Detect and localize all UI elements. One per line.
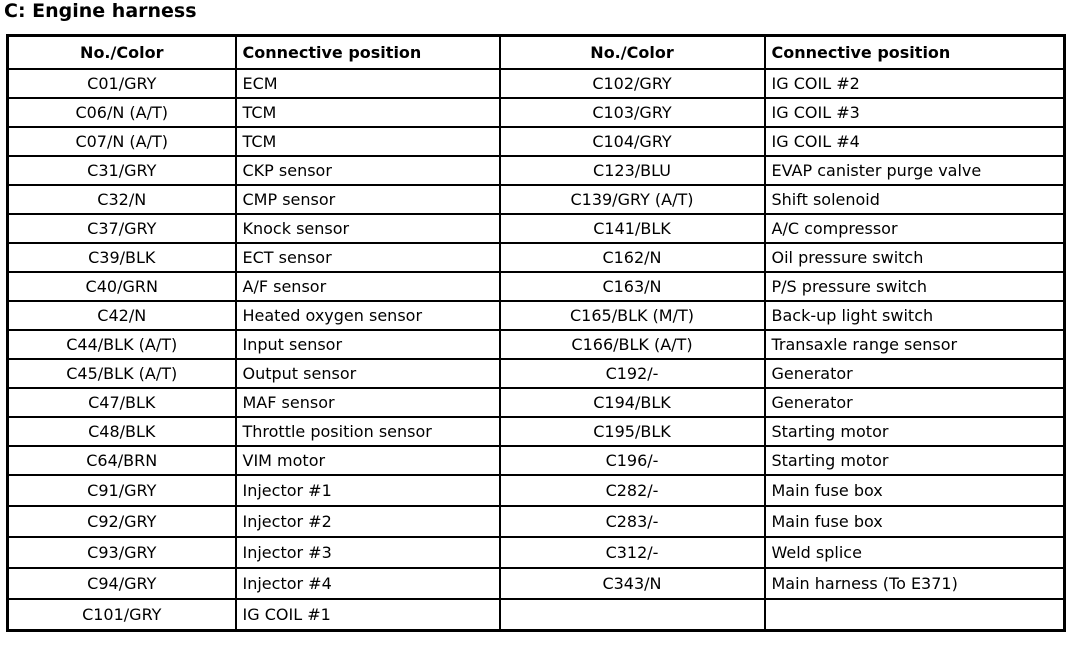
connector-no-color-cell: C103/GRY	[500, 98, 765, 127]
table-row	[8, 127, 1065, 156]
connector-no-color-cell: C123/BLU	[500, 156, 765, 185]
column-header-no-color-right: No./Color	[500, 36, 765, 70]
connector-no-color-cell: C101/GRY	[8, 599, 236, 631]
connector-no-color-cell: C312/-	[500, 537, 765, 568]
connector-no-color-cell: C283/-	[500, 506, 765, 537]
table-row	[8, 301, 1065, 330]
connector-no-color-cell: C06/N (A/T)	[8, 98, 236, 127]
connective-position-cell: P/S pressure switch	[765, 272, 1065, 301]
table-row	[8, 359, 1065, 388]
table-row	[8, 69, 1065, 98]
connector-no-color-cell: C162/N	[500, 243, 765, 272]
connective-position-cell: ECT sensor	[236, 243, 500, 272]
connector-no-color-cell: C163/N	[500, 272, 765, 301]
table-body	[8, 69, 1065, 631]
connector-no-color-cell: C104/GRY	[500, 127, 765, 156]
connective-position-cell: IG COIL #2	[765, 69, 1065, 98]
connective-position-cell: Knock sensor	[236, 214, 500, 243]
connector-no-color-cell: C45/BLK (A/T)	[8, 359, 236, 388]
connector-no-color-cell: C40/GRN	[8, 272, 236, 301]
connector-no-color-cell: C07/N (A/T)	[8, 127, 236, 156]
table-row	[8, 417, 1065, 446]
table-row	[8, 156, 1065, 185]
connector-no-color-cell: C93/GRY	[8, 537, 236, 568]
connective-position-cell: Starting motor	[765, 417, 1065, 446]
connector-no-color-cell: C47/BLK	[8, 388, 236, 417]
connective-position-cell: Main harness (To E371)	[765, 568, 1065, 599]
connective-position-cell: Main fuse box	[765, 506, 1065, 537]
connective-position-cell: Generator	[765, 388, 1065, 417]
table-row	[8, 243, 1065, 272]
connective-position-cell: MAF sensor	[236, 388, 500, 417]
column-header-position-left: Connective position	[236, 36, 500, 70]
connector-no-color-cell: C195/BLK	[500, 417, 765, 446]
connective-position-cell: Injector #2	[236, 506, 500, 537]
connective-position-cell: Oil pressure switch	[765, 243, 1065, 272]
table-row	[8, 568, 1065, 599]
connective-position-cell: Back-up light switch	[765, 301, 1065, 330]
connector-no-color-cell: C165/BLK (M/T)	[500, 301, 765, 330]
table-row	[8, 272, 1065, 301]
connector-no-color-cell: C192/-	[500, 359, 765, 388]
table-row	[8, 214, 1065, 243]
table-row	[8, 330, 1065, 359]
connective-position-cell: Input sensor	[236, 330, 500, 359]
connective-position-cell: Injector #3	[236, 537, 500, 568]
table-row	[8, 475, 1065, 506]
table-row	[8, 185, 1065, 214]
connector-no-color-cell: C194/BLK	[500, 388, 765, 417]
page-title: C: Engine harness	[4, 0, 197, 22]
connective-position-cell: Shift solenoid	[765, 185, 1065, 214]
connective-position-cell: Injector #1	[236, 475, 500, 506]
connector-no-color-cell: C42/N	[8, 301, 236, 330]
connector-no-color-cell: C01/GRY	[8, 69, 236, 98]
connective-position-cell: Weld splice	[765, 537, 1065, 568]
connective-position-cell: TCM	[236, 127, 500, 156]
connector-no-color-cell: C343/N	[500, 568, 765, 599]
connective-position-cell	[765, 599, 1065, 631]
connective-position-cell: A/C compressor	[765, 214, 1065, 243]
connector-no-color-cell: C94/GRY	[8, 568, 236, 599]
connector-no-color-cell: C39/BLK	[8, 243, 236, 272]
connective-position-cell: IG COIL #1	[236, 599, 500, 631]
connective-position-cell: Generator	[765, 359, 1065, 388]
connector-no-color-cell: C139/GRY (A/T)	[500, 185, 765, 214]
connector-no-color-cell: C141/BLK	[500, 214, 765, 243]
table-row	[8, 506, 1065, 537]
connective-position-cell: CKP sensor	[236, 156, 500, 185]
table-header-row	[8, 36, 1065, 70]
connective-position-cell: ECM	[236, 69, 500, 98]
connector-no-color-cell: C48/BLK	[8, 417, 236, 446]
table-row	[8, 446, 1065, 475]
column-header-position-right: Connective position	[765, 36, 1065, 70]
connector-no-color-cell: C91/GRY	[8, 475, 236, 506]
connector-no-color-cell: C92/GRY	[8, 506, 236, 537]
connector-no-color-cell: C196/-	[500, 446, 765, 475]
table-row	[8, 599, 1065, 631]
connective-position-cell: Output sensor	[236, 359, 500, 388]
connective-position-cell: Main fuse box	[765, 475, 1065, 506]
connector-no-color-cell: C32/N	[8, 185, 236, 214]
connective-position-cell: Injector #4	[236, 568, 500, 599]
column-header-no-color-left: No./Color	[8, 36, 236, 70]
table-row	[8, 388, 1065, 417]
connective-position-cell: Heated oxygen sensor	[236, 301, 500, 330]
connective-position-cell: Starting motor	[765, 446, 1065, 475]
connective-position-cell: IG COIL #4	[765, 127, 1065, 156]
connective-position-cell: VIM motor	[236, 446, 500, 475]
connector-no-color-cell: C102/GRY	[500, 69, 765, 98]
connector-no-color-cell: C282/-	[500, 475, 765, 506]
connective-position-cell: IG COIL #3	[765, 98, 1065, 127]
connective-position-cell: CMP sensor	[236, 185, 500, 214]
connector-no-color-cell: C64/BRN	[8, 446, 236, 475]
connector-no-color-cell: C37/GRY	[8, 214, 236, 243]
connective-position-cell: EVAP canister purge valve	[765, 156, 1065, 185]
engine-harness-table	[6, 34, 1066, 632]
connector-no-color-cell: C44/BLK (A/T)	[8, 330, 236, 359]
connective-position-cell: Transaxle range sensor	[765, 330, 1065, 359]
connector-no-color-cell: C166/BLK (A/T)	[500, 330, 765, 359]
connective-position-cell: TCM	[236, 98, 500, 127]
table-row	[8, 98, 1065, 127]
table-row	[8, 537, 1065, 568]
connector-no-color-cell	[500, 599, 765, 631]
connective-position-cell: A/F sensor	[236, 272, 500, 301]
connector-no-color-cell: C31/GRY	[8, 156, 236, 185]
connective-position-cell: Throttle position sensor	[236, 417, 500, 446]
